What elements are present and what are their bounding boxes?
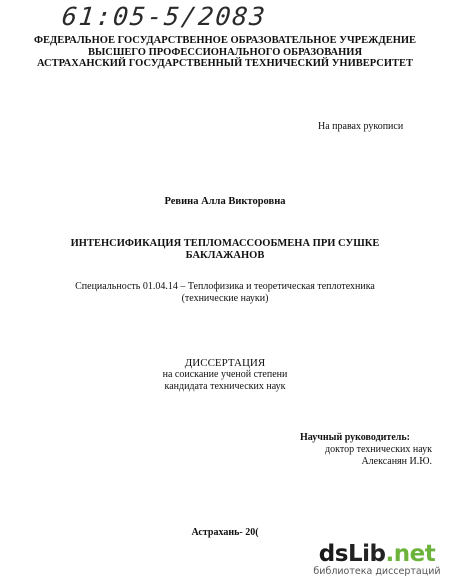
- dissertation-title: [0, 238, 450, 262]
- supervisor-heading: Научный руководитель:: [300, 432, 410, 443]
- brand-ds: ds: [318, 541, 348, 567]
- specialty-line-2: (технические науки): [181, 293, 269, 304]
- institution-line-1: ФЕДЕРАЛЬНОЕ ГОСУДАРСТВЕННОЕ ОБРАЗОВАТЕЛЬНОЕ УЧРЕЖДЕНИЕ: [33, 35, 417, 46]
- supervisor-name: Алексанян И.Ю.: [361, 456, 432, 467]
- brand-net: net: [393, 541, 436, 567]
- degree-line-1: на соискание ученой степени: [162, 369, 288, 380]
- institution-line-3: АСТРАХАНСКИЙ ГОСУДАРСТВЕННЫЙ ТЕХНИЧЕСКИЙ УНИВЕРСИТЕТ: [36, 58, 414, 69]
- watermark-brand: [308, 542, 446, 566]
- brand-dot: .: [385, 541, 394, 567]
- degree-line-2: кандидата технических наук: [164, 381, 286, 392]
- rights-note: На правах рукописи: [318, 121, 404, 132]
- handwritten-archive-code: 61:05-5/2083: [60, 2, 269, 31]
- city-year: Астрахань- 20(: [191, 527, 259, 538]
- supervisor-block: [298, 432, 432, 468]
- watermark-logo[interactable]: [308, 542, 446, 578]
- brand-lib: Lib: [347, 541, 386, 567]
- author-name: Ревина Алла Викторовна: [164, 196, 286, 207]
- supervisor-degree: доктор технических наук: [325, 444, 432, 455]
- dissertation-degree-block: [0, 357, 450, 393]
- dissertation-heading: ДИССЕРТАЦИЯ: [184, 357, 266, 369]
- institution-line-2: ВЫСШЕГО ПРОФЕССИОНАЛЬНОГО ОБРАЗОВАНИЯ: [87, 46, 363, 58]
- institution-block: [0, 35, 450, 70]
- title-line-2: БАКЛАЖАНОВ: [185, 250, 265, 261]
- specialty-block: [0, 281, 450, 305]
- watermark-subtitle: библиотека диссертаций: [313, 566, 441, 577]
- specialty-line-1: Специальность 01.04.14 – Теплофизика и теоретическая теплотехника: [75, 281, 375, 292]
- title-line-1: ИНТЕНСИФИКАЦИЯ ТЕПЛОМАССООБМЕНА ПРИ СУШКЕ: [70, 238, 380, 249]
